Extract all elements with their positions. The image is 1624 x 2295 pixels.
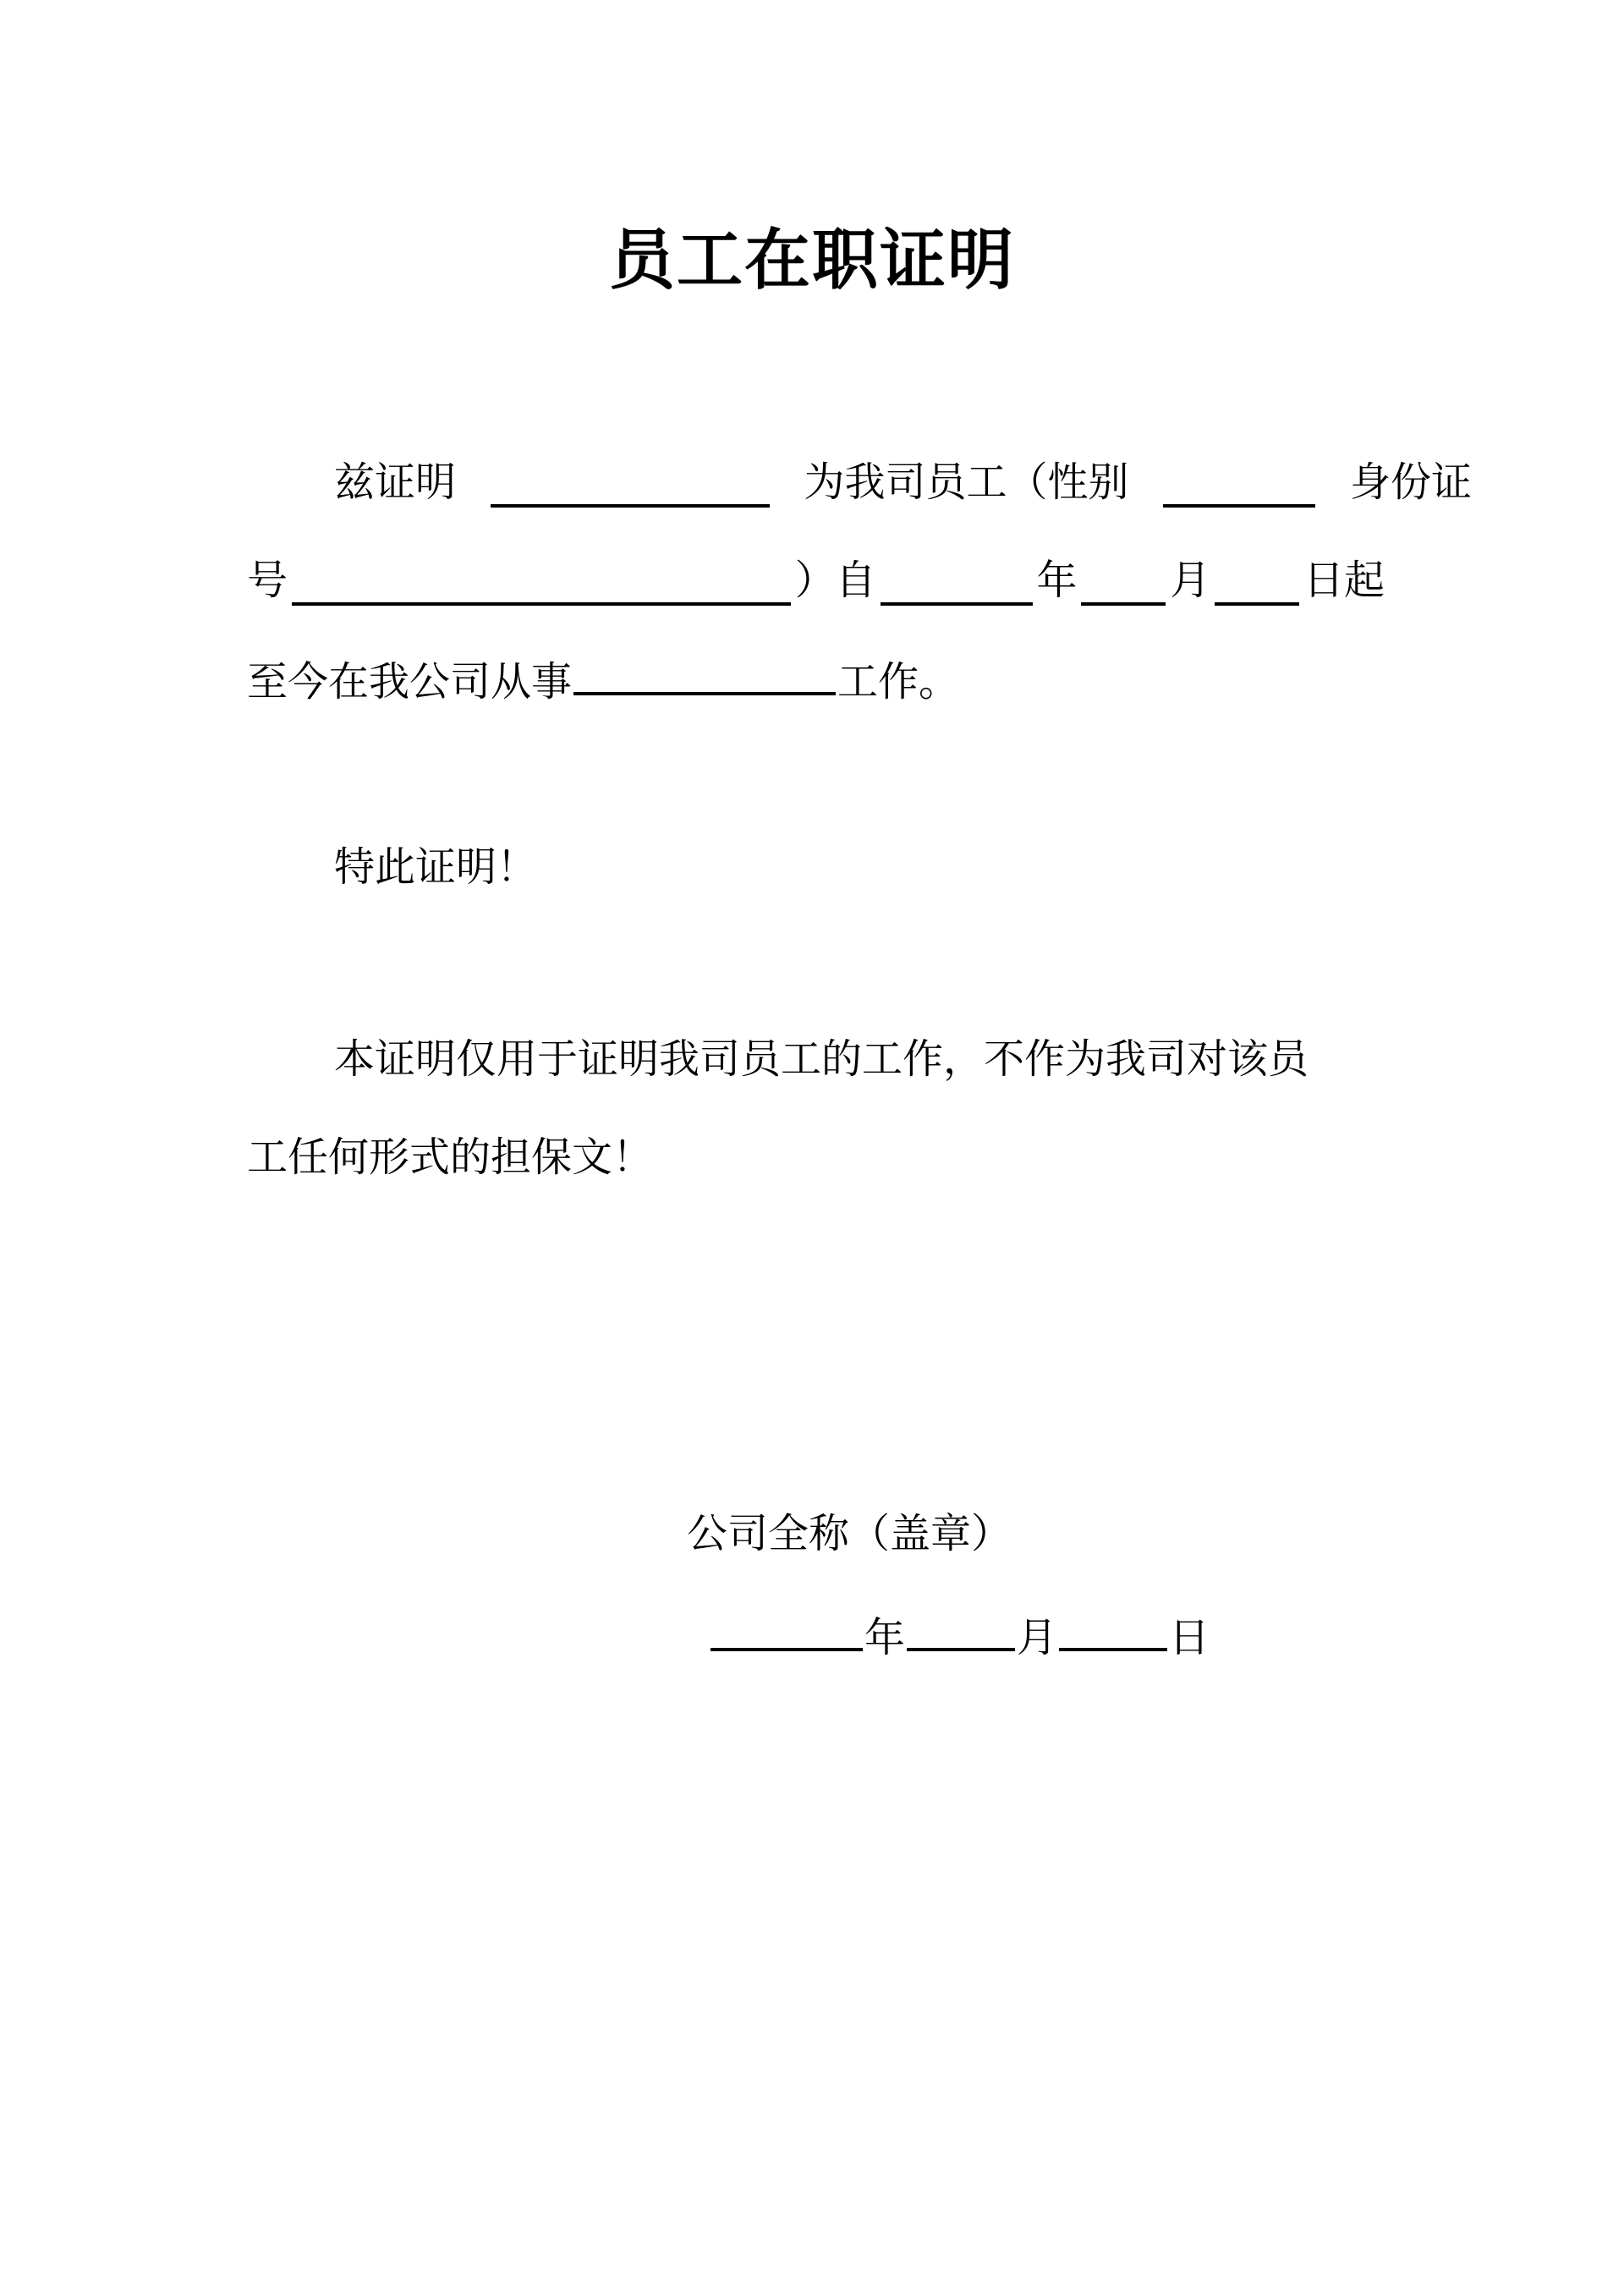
para1-line1 xyxy=(247,457,1472,508)
text-sign-year: 年 xyxy=(864,1614,906,1661)
text-sign-month: 月 xyxy=(1017,1614,1058,1661)
id-number-blank[interactable] xyxy=(292,562,791,606)
para1-line3 xyxy=(247,651,1385,707)
sign-month-blank[interactable] xyxy=(907,1607,1015,1651)
sign-day-blank[interactable] xyxy=(1059,1607,1167,1651)
start-year-blank[interactable] xyxy=(881,562,1033,606)
text-day-since: 日起 xyxy=(1303,557,1385,604)
signature-date xyxy=(709,1607,1210,1663)
text-from: ）自 xyxy=(794,557,876,604)
text-id-card: 身份证 xyxy=(1349,458,1472,506)
para3-line1: 本证明仅用于证明我司员工的工作，不作为我司对该员 xyxy=(334,1035,1309,1083)
para3-line2: 工任何形式的担保文！ xyxy=(247,1134,654,1181)
para2-hereby-certify: 特此证明！ xyxy=(334,843,538,891)
text-year: 年 xyxy=(1036,557,1078,604)
employee-name-blank[interactable] xyxy=(491,464,770,508)
start-month-blank[interactable] xyxy=(1081,562,1166,606)
start-day-blank[interactable] xyxy=(1215,562,1299,606)
para1-line2 xyxy=(247,555,1385,606)
text-employee-gender: 为我司员工（性别 xyxy=(804,458,1129,506)
gender-blank[interactable] xyxy=(1163,464,1315,508)
text-sign-day: 日 xyxy=(1169,1614,1210,1661)
document-title: 员工在职证明 xyxy=(608,222,1015,299)
text-certify: 兹证明 xyxy=(334,458,457,506)
company-seal-label: 公司全称（盖章） xyxy=(687,1510,1012,1557)
text-number: 号 xyxy=(247,557,288,604)
text-engaged-in: 至今在我公司从事 xyxy=(247,658,573,706)
sign-year-blank[interactable] xyxy=(710,1607,863,1651)
job-title-blank[interactable] xyxy=(573,651,836,695)
text-month: 月 xyxy=(1170,557,1211,604)
text-work: 工作。 xyxy=(837,658,960,706)
